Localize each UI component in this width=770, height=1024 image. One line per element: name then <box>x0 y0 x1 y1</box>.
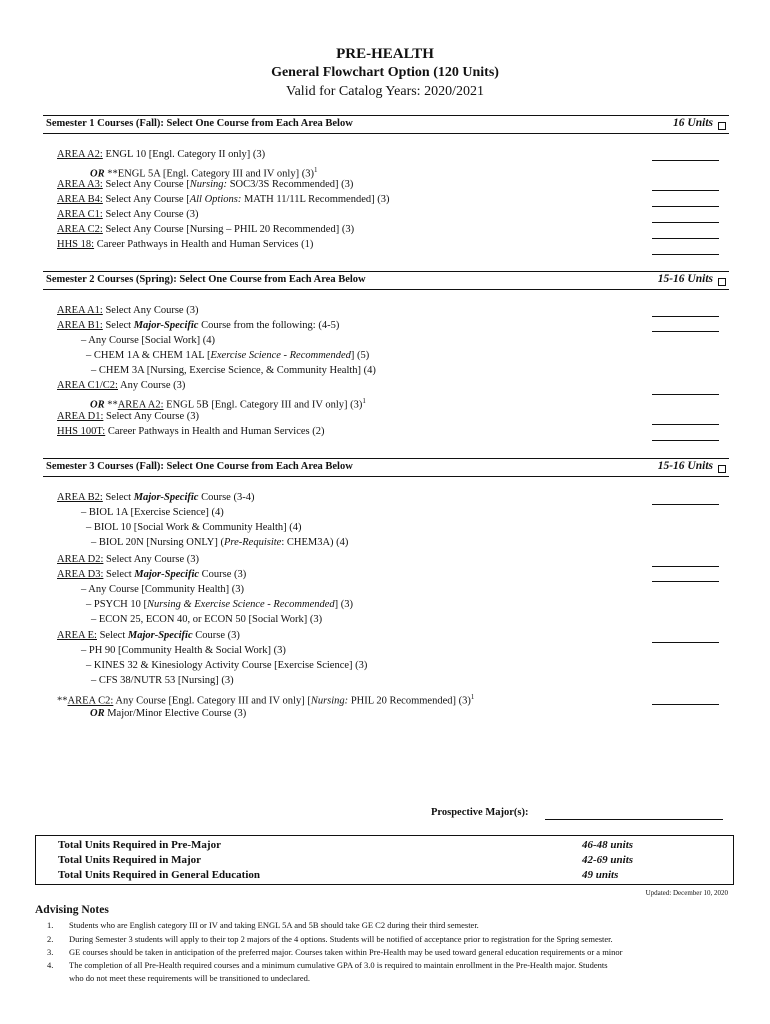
semester-2-header <box>43 273 729 289</box>
advising-note-4-continued: who do not meet these requirements will be transitioned to undeclared. <box>69 973 311 983</box>
area-code: HHS 18: <box>57 239 95 250</box>
course-blank[interactable] <box>652 331 719 332</box>
total-premajor-value: 46-48 units <box>582 839 634 851</box>
course-text: Select Any Course (3) <box>102 209 199 220</box>
semester-2-title: Semester 2 Courses (Spring): Select One Course from Each Area Below <box>46 274 366 285</box>
course-text: Career Pathways in Health and Human Services (1) <box>94 239 314 250</box>
area-code: AREA C1: <box>57 209 103 220</box>
sem1-line-3 <box>57 178 353 192</box>
major-specific: Major-Specific <box>134 569 200 580</box>
or-label: OR <box>90 708 105 719</box>
course-text: Career Pathways in Health and Human Services (2) <box>105 426 325 437</box>
advising-note-2: During Semester 3 students will apply to their top 2 majors of the 4 options. Students will be notified of acceptance prior to registration for the Spring semester. <box>69 934 613 944</box>
area-code: AREA B4: <box>57 194 103 205</box>
area-code: AREA A2: <box>57 149 103 160</box>
or-label: OR <box>90 399 105 411</box>
course-text: Select <box>102 492 134 503</box>
sem2-line-8 <box>57 410 199 424</box>
course-text: Course (3-4) <box>198 492 255 503</box>
course-note: All Options: <box>189 194 242 205</box>
or-label: OR <box>90 168 105 180</box>
sem3-option-8: – KINES 32 & Kinesiology Activity Course [Exercise Science] (3) <box>86 660 368 671</box>
sem3-option-5 <box>86 598 353 612</box>
sem2-line-6 <box>57 379 185 393</box>
area-code: AREA A1: <box>57 305 103 316</box>
document-title: PRE-HEALTH <box>336 46 434 62</box>
semester-3-title: Semester 3 Courses (Fall): Select One Course from Each Area Below <box>46 461 353 472</box>
course-text: Select Any Course (3) <box>103 411 200 422</box>
course-note: Nursing: <box>189 179 228 190</box>
sem2-line-2 <box>57 319 339 333</box>
course-blank[interactable] <box>652 394 719 395</box>
sem1-line-4 <box>57 193 389 207</box>
sem3-option-6: – ECON 25, ECON 40, or ECON 50 [Social Work] (3) <box>91 614 323 625</box>
area-code: AREA D2: <box>57 554 104 565</box>
sem3-option-7: – PH 90 [Community Health & Social Work] (3) <box>81 645 286 656</box>
semester-3-header <box>43 460 729 476</box>
sem3-option-3 <box>91 536 348 550</box>
course-text: Select Any Course [ <box>102 179 190 190</box>
course-text: – CHEM 1A & CHEM 1AL [ <box>86 350 211 361</box>
divider <box>43 289 729 290</box>
course-blank[interactable] <box>652 206 719 207</box>
total-ge-label: Total Units Required in General Education <box>58 869 261 881</box>
course-blank[interactable] <box>652 254 719 255</box>
footnote-mark: 1 <box>362 397 366 405</box>
semester-3-units: 15-16 Units <box>657 460 713 472</box>
course-text: ENGL 10 [Engl. Category II only] (3) <box>102 149 266 160</box>
course-text: Select <box>102 320 134 331</box>
course-text: ] (3) <box>334 599 354 610</box>
sem3-line-14 <box>57 690 474 709</box>
course-blank[interactable] <box>652 190 719 191</box>
course-text: Major/Minor Elective Course (3) <box>104 708 247 719</box>
footnote-mark: 1 <box>313 166 318 174</box>
course-text: – BIOL 20N [Nursing ONLY] ( <box>91 537 224 548</box>
updated-date: Updated: December 10, 2020 <box>645 889 728 897</box>
area-code: AREA A3: <box>57 179 103 190</box>
sem1-line-5 <box>57 208 198 222</box>
sem1-line-6 <box>57 223 354 237</box>
prospective-major-field[interactable] <box>545 819 723 820</box>
course-blank[interactable] <box>652 222 719 223</box>
semester-1-units: 16 Units <box>673 117 713 129</box>
course-note: Nursing: <box>310 695 349 707</box>
sem2-line-1 <box>57 304 198 318</box>
course-text: Select Any Course (3) <box>102 305 199 316</box>
course-blank[interactable] <box>652 504 719 505</box>
area-code: AREA D3: <box>57 569 104 580</box>
course-text: ** <box>57 695 68 707</box>
divider <box>43 458 729 459</box>
course-blank[interactable] <box>652 160 719 161</box>
semester-3-checkbox[interactable] <box>718 465 726 473</box>
sem3-line-10 <box>57 629 240 643</box>
course-blank[interactable] <box>652 566 719 567</box>
total-major-label: Total Units Required in Major <box>58 854 202 866</box>
course-note: Exercise Science - Recommended <box>210 350 351 361</box>
course-blank[interactable] <box>652 642 719 643</box>
course-text: Course from the following: (4-5) <box>198 320 340 331</box>
divider <box>43 271 729 272</box>
sem3-option-1: – BIOL 1A [Exercise Science] (4) <box>81 507 224 518</box>
course-note: Nursing & Exercise Science - Recommended <box>146 599 335 610</box>
course-text: Select <box>96 630 128 641</box>
sem1-line-7 <box>57 238 313 252</box>
sem3-option-2: – BIOL 10 [Social Work & Community Health] (4) <box>86 522 302 533</box>
course-blank[interactable] <box>652 424 719 425</box>
area-code: AREA C1/C2: <box>57 380 118 391</box>
note-number: 2. <box>47 934 54 944</box>
document-subtitle: General Flowchart Option (120 Units) <box>271 65 499 80</box>
sem3-line-15 <box>90 707 246 721</box>
sem2-line-9 <box>57 425 324 439</box>
course-text: Any Course (3) <box>117 380 186 391</box>
semester-2-checkbox[interactable] <box>718 278 726 286</box>
prospective-major-label: Prospective Major(s): <box>431 807 529 818</box>
major-specific: Major-Specific <box>127 630 193 641</box>
area-code: AREA B1: <box>57 320 103 331</box>
advising-note-1: Students who are English category III or IV and taking ENGL 5A and 5B should take GE C2 during their third semester. <box>69 920 479 930</box>
course-text: Select Any Course (3) <box>103 554 200 565</box>
total-premajor-label: Total Units Required in Pre-Major <box>58 839 221 851</box>
advising-note-3: GE courses should be taken in anticipation of the preferred major. Courses taken within Pre-Health may be used toward general education requirements or a minor <box>69 947 623 957</box>
note-number: 1. <box>47 920 54 930</box>
course-blank[interactable] <box>652 316 719 317</box>
divider <box>43 133 729 134</box>
sem3-line-1 <box>57 491 254 505</box>
total-ge-value: 49 units <box>582 869 619 881</box>
note-number: 4. <box>47 960 54 970</box>
course-text: MATH 11/11L Recommended] (3) <box>241 194 390 205</box>
catalog-years: Valid for Catalog Years: 2020/2021 <box>286 84 484 99</box>
sem3-option-9: – CFS 38/NUTR 53 [Nursing] (3) <box>91 675 234 686</box>
divider <box>43 115 729 116</box>
major-specific: Major-Specific <box>133 320 199 331</box>
area-code: AREA E: <box>57 630 97 641</box>
note-number: 3. <box>47 947 54 957</box>
course-text: PHIL 20 Recommended] (3) <box>348 695 471 707</box>
course-text: **ENGL 5A [Engl. Category III and IV only] (3) <box>104 168 314 180</box>
footnote-mark: 1 <box>470 693 475 701</box>
advising-note-4: The completion of all Pre-Health required courses and a minimum cumulative GPA of 3.0 is required to maintain enrollment in the Pre-Health major. Students <box>69 960 608 970</box>
course-text: ] (5) <box>350 350 370 361</box>
area-code: AREA C2: <box>57 224 103 235</box>
course-text: ENGL 5B [Engl. Category III and IV only] (3) <box>163 399 363 411</box>
area-code: AREA A2: <box>117 399 164 411</box>
course-text: – PSYCH 10 [ <box>86 599 147 610</box>
course-text: Select Any Course [Nursing – PHIL 20 Recommended] (3) <box>102 224 355 235</box>
semester-1-header <box>43 117 729 133</box>
course-text: Course (3) <box>192 630 240 641</box>
area-code: AREA D1: <box>57 411 104 422</box>
sem3-line-5 <box>57 553 199 567</box>
course-blank[interactable] <box>652 440 719 441</box>
course-text: ** <box>104 399 118 411</box>
course-text: : CHEM3A) (4) <box>281 537 349 548</box>
sem3-line-6 <box>57 568 246 582</box>
course-blank[interactable] <box>652 581 719 582</box>
semester-2-units: 15-16 Units <box>657 273 713 285</box>
sem2-option-2 <box>86 349 369 363</box>
course-text: Course (3) <box>199 569 247 580</box>
sem2-option-1: – Any Course [Social Work] (4) <box>81 335 215 346</box>
area-code: AREA B2: <box>57 492 103 503</box>
sem3-option-4: – Any Course [Community Health] (3) <box>81 584 245 595</box>
advising-notes-title: Advising Notes <box>35 904 109 916</box>
area-code: HHS 100T: <box>57 426 106 437</box>
course-text: SOC3/3S Recommended] (3) <box>227 179 354 190</box>
major-specific: Major-Specific <box>133 492 199 503</box>
sem1-line-1 <box>57 148 265 162</box>
course-note: Pre-Requisite <box>224 537 282 548</box>
sem2-option-3: – CHEM 3A [Nursing, Exercise Science, & Community Health] (4) <box>91 365 376 376</box>
semester-1-title: Semester 1 Courses (Fall): Select One Course from Each Area Below <box>46 118 353 129</box>
course-text: Select Any Course [ <box>102 194 190 205</box>
course-blank[interactable] <box>652 704 719 705</box>
total-major-value: 42-69 units <box>582 854 634 866</box>
area-code: AREA C2: <box>67 695 114 707</box>
divider <box>43 476 729 477</box>
course-text: Any Course [Engl. Category III and IV only] [ <box>113 695 311 707</box>
semester-1-checkbox[interactable] <box>718 122 726 130</box>
course-blank[interactable] <box>652 238 719 239</box>
course-text: Select <box>103 569 135 580</box>
